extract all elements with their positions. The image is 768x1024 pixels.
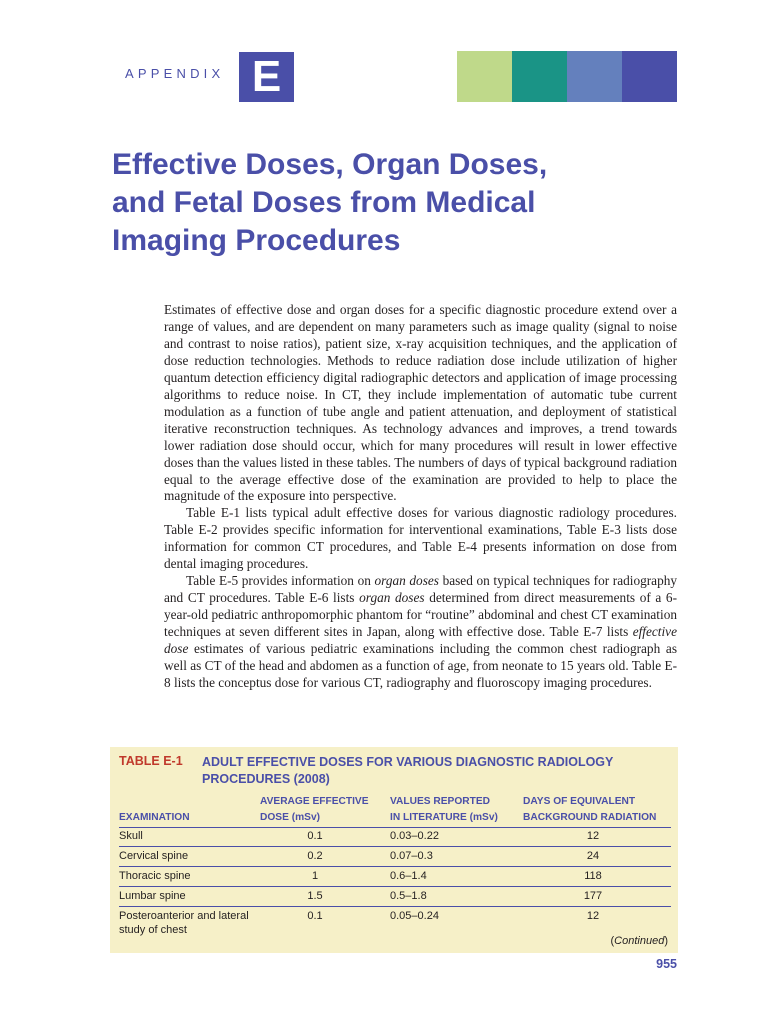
header-line: IN LITERATURE (mSv) [390,812,498,823]
cell-examination: Lumbar spine [119,890,186,902]
continued-text: Continued [614,935,665,947]
table-divider [119,827,671,828]
header-line: DAYS OF EQUIVALENT [523,796,636,807]
color-strip-block [567,51,622,102]
continued-note: (Continued) [610,935,668,947]
body-paragraph [164,573,677,692]
cell-examination: Skull [119,830,143,842]
table-divider [119,886,671,887]
header-line: VALUES REPORTED [390,796,490,807]
header-line: DOSE (mSv) [260,812,321,823]
header-average-dose [260,794,369,826]
page-number: 955 [656,957,677,971]
header-line: AVERAGE EFFECTIVE [260,796,369,807]
cell-range: 0.6–1.4 [390,870,427,882]
paragraph-text: Table E-1 lists typical adult effective doses for various diagnostic radiology procedures. Table E-2 provides specific information for interventional examinations, Table E-3 lists dose information for common CT procedures, and Table E-4 presents information on dose from dental imaging procedures. [164,505,677,572]
table-title: ADULT EFFECTIVE DOSES FOR VARIOUS DIAGNOSTIC RADIOLOGY PROCEDURES (2008) [202,755,614,786]
header-values-reported [390,794,498,826]
header-days-background [523,794,656,826]
paragraph-text: determined from direct measurements of a 6-year-old pediatric anthropomorphic phantom for “routine” abdominal and chest CT examination techniques at seven different sites in Japan, along with effective dose. Table E-7 lists [164,590,677,640]
color-strip-block [512,51,567,102]
body-text [164,302,677,692]
header-examination: EXAMINATION [119,812,190,823]
cell-avg-dose: 1 [311,870,319,882]
paragraph-text: Table E-5 provides information on [186,573,375,589]
appendix-label: APPENDIX [125,66,225,81]
cell-range: 0.07–0.3 [390,850,433,862]
paragraph-text: Estimates of effective dose and organ doses for a specific diagnostic procedure extend over a range of values, and are dependent on many parameters such as image quality (signal to noise and contrast to noise ratios), patient size, x-ray acquisition techniques, and the application of dose reduction technologies. Methods to reduce radiation dose include utilization of higher quantum detection efficiency digital radiographic detectors and application of image processing algorithms to reduce noise. In CT, they include implementation of automatic tube current modulation as a function of tube angle and patient attenuation, and deployment of statistical iterative reconstruction techniques. As technology advances and improves, a trend towards lower radiation dose should occur, which for many procedures will result in lower effective doses than the values listed in these tables. The numbers of days of typical background radiation equal to the average effective dose of the examination are provided to help to place the magnitude of the exposure into perspective. [164,302,677,504]
body-paragraph [164,302,677,505]
cell-days: 118 [584,870,602,882]
body-paragraph [164,505,677,573]
table-divider [119,846,671,847]
table-e1 [110,747,678,953]
cell-days: 12 [586,910,600,922]
cell-range: 0.03–0.22 [390,830,439,842]
title-line: and Fetal Doses from Medical [112,186,536,219]
emphasis-text: organ doses [374,573,439,589]
cell-range: 0.5–1.8 [390,890,427,902]
paragraph-text: estimates of various pediatric examinations including the common chest radiograph as well as CT of the head and abdomen as a function of age, from neonate to 15 years old. Table E-8 lists the conceptus dose for various CT, radiography and fluoroscopy imaging procedures. [164,641,677,690]
cell-avg-dose: 1.5 [307,890,323,902]
cell-examination: Cervical spine [119,850,189,862]
emphasis-text: effective dose [164,624,677,657]
table-divider [119,906,671,907]
title-line: Imaging Procedures [112,224,401,257]
color-strip-block [457,51,512,102]
cell-days: 12 [586,830,600,842]
cell-avg-dose: 0.1 [307,830,323,842]
table-label: TABLE E-1 [119,754,183,768]
page-title [112,146,712,260]
cell-examination: Thoracic spine [119,870,191,882]
table-divider [119,866,671,867]
header-line: BACKGROUND RADIATION [523,812,657,823]
paragraph-text: based on typical techniques for radiography and CT procedures. Table E-6 lists [164,573,678,606]
cell-range: 0.05–0.24 [390,910,439,922]
cell-days: 24 [586,850,600,862]
cell-examination: Posteroanterior and lateral study of chest [119,910,249,936]
title-line: Effective Doses, Organ Doses, [112,148,548,181]
cell-avg-dose: 0.2 [307,850,323,862]
appendix-letter-badge: E [239,52,294,102]
color-strip-block [622,51,677,102]
emphasis-text: organ doses [359,590,425,606]
cell-avg-dose: 0.1 [307,910,323,922]
cell-days: 177 [583,890,603,902]
